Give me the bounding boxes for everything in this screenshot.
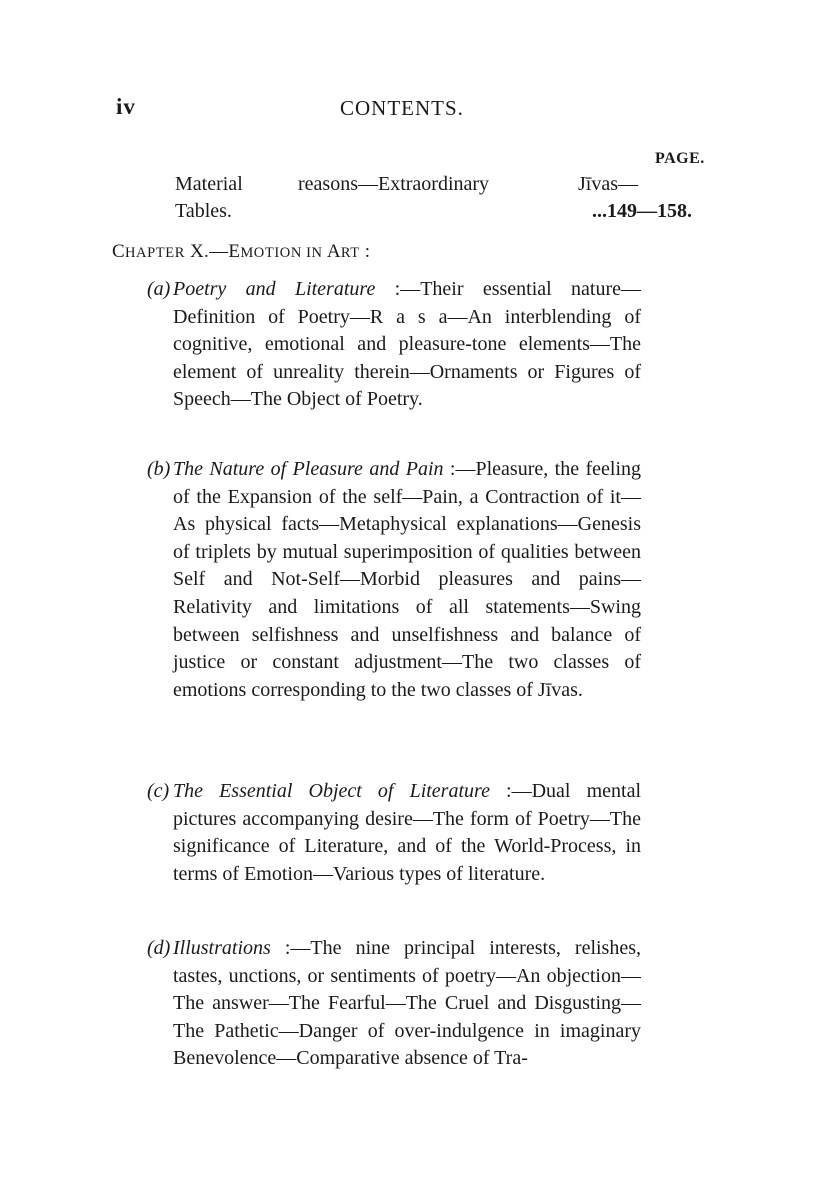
page-column-label: PAGE. — [655, 150, 705, 167]
chapter-prefix: C — [112, 241, 125, 262]
section-text: :—The nine principal interests, relishes, tastes, unctions, or sentiments of poetry—An objection—The answer—The Fearful—The Cruel and Disgusting—The Pathetic—Danger of over-indulgence in imaginary Benevolence—Comparative absence of Tra- — [173, 937, 641, 1070]
continuation-page-range: ...149—158. — [592, 200, 692, 222]
page-number: iv — [116, 94, 136, 119]
section-marker: (a) — [147, 278, 171, 300]
section-title: The Nature of Pleasure and Pain — [173, 458, 450, 480]
chapter-number: X.—E — [184, 241, 241, 262]
section-c — [147, 778, 641, 888]
continuation-tables: Tables. — [175, 200, 232, 222]
section-title: Poetry and Literature — [173, 278, 395, 300]
section-title: Illustrations — [173, 937, 285, 959]
chapter-suffix: : — [359, 241, 371, 262]
chapter-title-end-rest: RT — [340, 245, 360, 261]
continuation-word-material: Material — [175, 173, 243, 195]
section-marker: (c) — [147, 780, 170, 802]
chapter-title-rest: MOTION IN — [240, 245, 327, 261]
section-marker: (d) — [147, 937, 171, 959]
section-text: :—Pleasure, the feeling of the Expansion of the self—Pain, a Contraction of it—As physical facts—Metaphysical explanations—Genesis of triplets by mutual superimposition of qualities between Self and Not-Self—Morbid pleasures and pains—Relativity and limitations of all statements—Swing between selfishness and unselfishness and balance of justice or constant adjustment—The two classes of emotions corresponding to the two classes of Jīvas. — [173, 458, 641, 701]
section-b — [147, 456, 641, 704]
chapter-title-end-first: A — [326, 241, 341, 262]
continuation-word-jivas: Jīvas— — [578, 173, 638, 195]
chapter-heading — [112, 241, 370, 263]
running-title: CONTENTS. — [340, 96, 464, 120]
chapter-word: HAPTER — [124, 245, 185, 261]
section-text: :—Their essential nature—Definition of Poetry—R a s a—An interblending of cognitive, emotional and pleasure-tone elements—The element of unreality therein—Ornaments or Figures of Speech—The Object of Poetry. — [173, 278, 641, 411]
section-a — [147, 276, 641, 414]
section-title: The Essential Object of Literature — [173, 780, 507, 802]
section-marker: (b) — [147, 458, 171, 480]
section-text: :—Dual mental pictures accompanying desire—The form of Poetry—The significance of Literature, and of the World-Process, in terms of Emotion—Various types of literature. — [173, 780, 641, 885]
section-d — [147, 935, 641, 1073]
continuation-word-reasons: reasons—Extraordinary — [298, 173, 490, 195]
